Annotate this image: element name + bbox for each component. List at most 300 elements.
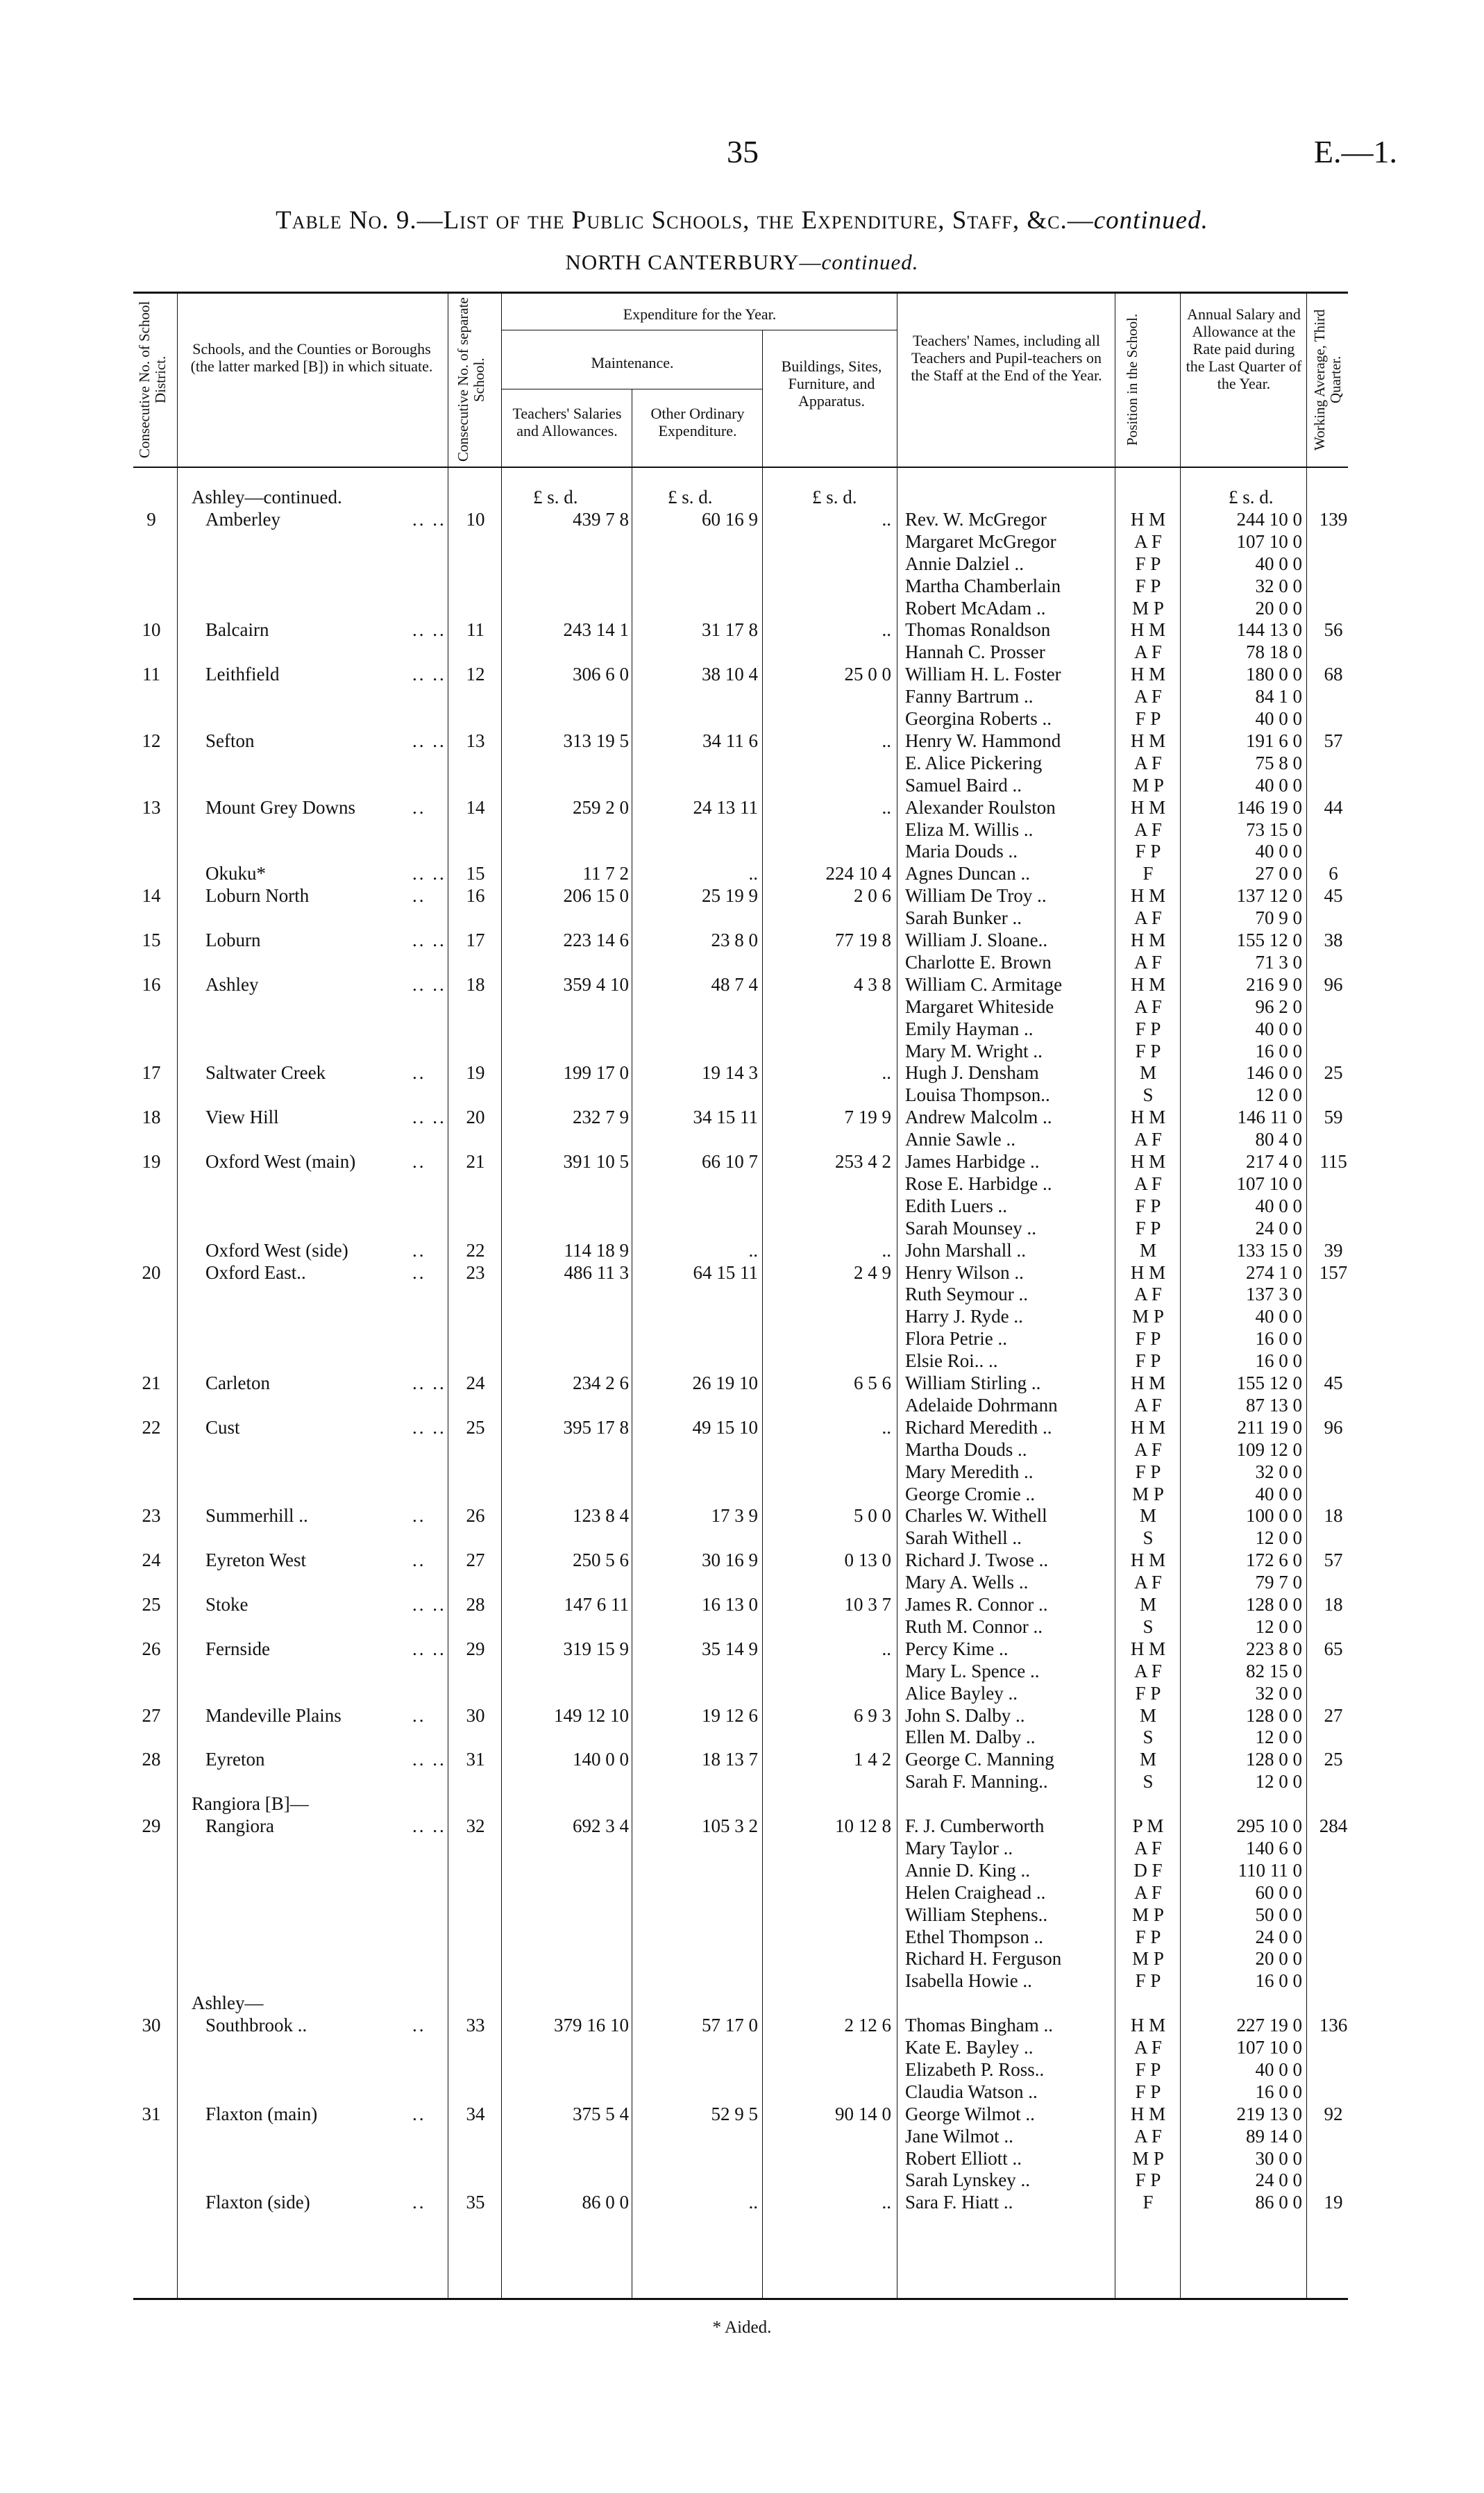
school-name: Ashley—continued.	[192, 487, 342, 507]
teacher-name: Henry Wilson ..	[905, 1261, 1024, 1283]
teacher-position: M	[1139, 1239, 1156, 1261]
table-row	[0, 597, 1484, 619]
col-divider	[1306, 294, 1307, 467]
table-row	[0, 1061, 1484, 1084]
teacher-name: Agnes Duncan ..	[905, 863, 1030, 884]
school-number: 35	[466, 2192, 485, 2213]
teacher-position: H M	[1130, 730, 1166, 751]
buildings-expenditure: ..	[882, 2192, 891, 2213]
teacher-name: James R. Connor ..	[905, 1594, 1048, 1615]
annual-salary: 244 10 0	[1236, 508, 1302, 530]
teacher-position: H M	[1130, 1107, 1166, 1128]
school-name: Flaxton (side)	[205, 2192, 310, 2213]
teacher-position: F P	[1135, 553, 1161, 574]
district-number: 20	[142, 1261, 161, 1283]
working-average: 284	[1319, 1815, 1348, 1836]
teacher-position: A F	[1134, 2037, 1162, 2058]
school-name: Leithfield	[205, 664, 280, 685]
annual-salary: 100 0 0	[1246, 1505, 1302, 1527]
buildings-expenditure: 2 4 9	[854, 1261, 891, 1283]
unit-label-buildings: £ s. d.	[812, 487, 857, 507]
table-row	[0, 1837, 1484, 1859]
annual-salary: 216 9 0	[1246, 973, 1302, 995]
table-title	[0, 205, 1484, 235]
teacher-name: George Cromie ..	[905, 1483, 1035, 1504]
teacher-position: S	[1142, 1771, 1154, 1793]
table-row	[0, 1394, 1484, 1416]
table-row	[0, 796, 1484, 819]
teachers-salaries: 439 7 8	[573, 508, 629, 530]
school-name: Mount Grey Downs	[205, 796, 355, 818]
other-expenditure: 19 12 6	[702, 1704, 758, 1726]
table-row	[0, 575, 1484, 597]
school-number: 11	[466, 619, 484, 641]
school-name: Oxford West (side)	[205, 1239, 348, 1261]
buildings-expenditure: ..	[882, 508, 891, 530]
leader-dots: .. ..	[412, 1749, 446, 1770]
teacher-name: Edith Luers ..	[905, 1195, 1007, 1216]
table-row	[0, 1504, 1484, 1527]
leader-dots: ..	[412, 885, 426, 907]
teacher-name: Rev. W. McGregor	[905, 508, 1047, 530]
teacher-name: Isabella Howie ..	[905, 1970, 1032, 1992]
teacher-name: Richard H. Ferguson	[905, 1948, 1062, 1970]
other-expenditure: 60 16 9	[702, 508, 758, 530]
district-number: 15	[142, 930, 161, 950]
teachers-salaries: 250 5 6	[573, 1550, 629, 1571]
teacher-name: Maria Douds ..	[905, 841, 1018, 862]
teacher-position: H M	[1130, 1638, 1166, 1659]
table-row	[0, 2081, 1484, 2103]
table-row	[0, 1327, 1484, 1350]
teacher-name: Ruth Seymour ..	[905, 1284, 1029, 1305]
teacher-position: H M	[1130, 1151, 1166, 1172]
leader-dots: ..	[412, 1261, 426, 1283]
annual-salary: 75 8 0	[1255, 752, 1302, 773]
teacher-name: Alexander Roulston	[905, 796, 1056, 818]
working-average: 92	[1324, 2103, 1343, 2124]
other-expenditure: 49 15 10	[692, 1416, 758, 1438]
table-row	[0, 819, 1484, 841]
annual-salary: 32 0 0	[1255, 1461, 1302, 1482]
annual-salary: 137 12 0	[1236, 885, 1302, 907]
school-name: Saltwater Creek	[205, 1062, 326, 1084]
teacher-name: William H. L. Foster	[905, 664, 1061, 685]
school-name: Eyreton	[205, 1749, 265, 1770]
leader-dots: .. ..	[412, 619, 446, 641]
teacher-position: S	[1142, 1615, 1154, 1637]
teacher-name: Thomas Ronaldson	[905, 619, 1051, 641]
unit-label-annual: £ s. d.	[1229, 487, 1274, 507]
annual-salary: 84 1 0	[1255, 686, 1302, 707]
teacher-position: H M	[1130, 2103, 1166, 2124]
annual-salary: 80 4 0	[1255, 1129, 1302, 1150]
teacher-name: Martha Chamberlain	[905, 575, 1061, 596]
teacher-name: Richard J. Twose ..	[905, 1550, 1049, 1571]
annual-salary: 40 0 0	[1255, 1306, 1302, 1327]
working-average: 19	[1324, 2192, 1343, 2213]
teacher-name: Sarah Bunker ..	[905, 907, 1022, 929]
teacher-position: D F	[1133, 1859, 1163, 1881]
table-row	[0, 508, 1484, 530]
school-number: 16	[466, 885, 485, 907]
annual-salary: 12 0 0	[1255, 1084, 1302, 1106]
teacher-position: A F	[1134, 530, 1162, 552]
table-row	[0, 1726, 1484, 1748]
teacher-position: A F	[1134, 1394, 1162, 1416]
table-row	[0, 2169, 1484, 2191]
annual-salary: 16 0 0	[1255, 1040, 1302, 1061]
district-number: 27	[142, 1704, 161, 1726]
buildings-expenditure: 2 0 6	[854, 885, 891, 907]
working-average: 18	[1324, 1505, 1343, 1527]
school-number: 31	[466, 1749, 485, 1770]
district-number: 19	[142, 1151, 161, 1172]
teacher-position: F P	[1135, 1926, 1161, 1947]
district-number: 26	[142, 1638, 161, 1659]
other-expenditure: 64 15 11	[693, 1261, 758, 1283]
school-name: Stoke	[205, 1594, 248, 1615]
annual-salary: 217 4 0	[1246, 1151, 1302, 1172]
teacher-name: Henry W. Hammond	[905, 730, 1061, 751]
school-number: 20	[466, 1107, 485, 1128]
teachers-salaries: 147 6 11	[564, 1594, 629, 1615]
teacher-position: S	[1142, 1527, 1154, 1549]
teacher-position: F P	[1135, 1970, 1161, 1992]
teacher-name: Louisa Thompson..	[905, 1084, 1050, 1106]
working-average: 139	[1319, 508, 1348, 530]
table-row	[0, 1970, 1484, 1992]
buildings-expenditure: 7 19 9	[844, 1107, 891, 1128]
other-expenditure: 38 10 4	[702, 664, 758, 685]
table-row	[0, 929, 1484, 951]
table-row	[0, 1638, 1484, 1660]
annual-salary: 146 11 0	[1237, 1107, 1302, 1128]
table-row	[0, 619, 1484, 641]
header-teacher-names: Teachers' Names, including all Teachers and Pupil-teachers on the Staff at the End of the Year.	[911, 332, 1102, 384]
other-expenditure: 52 9 5	[711, 2103, 758, 2124]
header-maintenance: Maintenance.	[591, 354, 674, 371]
leader-dots: .. ..	[412, 664, 446, 685]
teachers-salaries: 206 15 0	[563, 885, 629, 907]
district-number: 28	[142, 1749, 161, 1770]
table-row	[0, 1416, 1484, 1438]
teacher-position: H M	[1130, 664, 1166, 685]
school-name: Okuku*	[205, 863, 266, 884]
teacher-name: Margaret McGregor	[905, 530, 1056, 552]
working-average: 68	[1324, 664, 1343, 685]
table-row	[0, 1571, 1484, 1593]
table-row	[0, 1350, 1484, 1372]
teacher-position: A F	[1134, 686, 1162, 707]
teachers-salaries: 395 17 8	[563, 1416, 629, 1438]
buildings-expenditure: 1 4 2	[854, 1749, 891, 1770]
teacher-name: E. Alice Pickering	[905, 752, 1043, 773]
teachers-salaries: 359 4 10	[563, 973, 629, 995]
teacher-name: Mary M. Wright ..	[905, 1040, 1043, 1061]
teachers-salaries: 11 7 2	[582, 863, 629, 884]
other-expenditure: ..	[748, 1239, 758, 1261]
working-average: 44	[1324, 796, 1343, 818]
school-name: Ashley—	[192, 1992, 264, 2014]
annual-salary: 223 8 0	[1246, 1638, 1302, 1659]
annual-salary: 40 0 0	[1255, 708, 1302, 729]
teacher-name: Annie D. King ..	[905, 1859, 1030, 1881]
other-expenditure: 24 13 11	[693, 796, 758, 818]
school-number: 34	[466, 2103, 485, 2124]
annual-salary: 16 0 0	[1255, 2081, 1302, 2102]
col-divider	[501, 294, 502, 467]
teacher-name: Elizabeth P. Ross..	[905, 2058, 1045, 2080]
table-row	[0, 1881, 1484, 1904]
table-row	[0, 1018, 1484, 1040]
annual-salary: 137 3 0	[1246, 1284, 1302, 1305]
school-number: 33	[466, 2015, 485, 2036]
teacher-name: Kate E. Bayley ..	[905, 2037, 1034, 2058]
annual-salary: 219 13 0	[1236, 2103, 1302, 2124]
annual-salary: 107 10 0	[1236, 2037, 1302, 2058]
table-row	[0, 1461, 1484, 1483]
table-row	[0, 1527, 1484, 1549]
teacher-name: Harry J. Ryde ..	[905, 1306, 1023, 1327]
table-row	[0, 1660, 1484, 1682]
other-expenditure: 57 17 0	[702, 2015, 758, 2036]
working-average: 6	[1329, 863, 1338, 884]
district-number: 16	[142, 973, 161, 995]
header-consec-district: Consecutive No. of School District.	[136, 301, 169, 459]
teacher-position: M P	[1132, 1306, 1164, 1327]
table-row	[0, 1682, 1484, 1704]
table-top-rule	[133, 292, 1348, 294]
teachers-salaries: 114 18 9	[564, 1239, 629, 1261]
table-row	[0, 641, 1484, 663]
working-average: 57	[1324, 1550, 1343, 1571]
working-average: 45	[1324, 1373, 1343, 1393]
teacher-position: A F	[1134, 1173, 1162, 1194]
annual-salary: 87 13 0	[1246, 1394, 1302, 1416]
teacher-position: F P	[1135, 1328, 1161, 1350]
leader-dots: ..	[412, 1550, 426, 1571]
teachers-salaries: 199 17 0	[563, 1062, 629, 1084]
teacher-position: H M	[1130, 796, 1166, 818]
table-row	[0, 530, 1484, 553]
leader-dots: ..	[412, 2192, 426, 2213]
teacher-position: M P	[1132, 2147, 1164, 2169]
teacher-name: Martha Douds ..	[905, 1438, 1027, 1460]
leader-dots: .. ..	[412, 1638, 446, 1659]
table-row	[0, 1904, 1484, 1926]
district-number: 17	[142, 1062, 161, 1084]
school-number: 13	[466, 730, 485, 751]
teachers-salaries: 149 12 10	[554, 1704, 629, 1726]
teacher-position: H M	[1130, 508, 1166, 530]
teacher-name: Margaret Whiteside	[905, 996, 1054, 1017]
table-row	[0, 1305, 1484, 1327]
teacher-name: Mary Taylor ..	[905, 1837, 1013, 1858]
teacher-position: F P	[1135, 2058, 1161, 2080]
teacher-name: Robert McAdam ..	[905, 597, 1046, 619]
leader-dots: ..	[412, 1704, 426, 1726]
other-expenditure: 30 16 9	[702, 1550, 758, 1571]
annual-salary: 40 0 0	[1255, 774, 1302, 796]
table-row	[0, 951, 1484, 973]
region-name: NORTH CANTERBURY—	[565, 250, 822, 274]
teacher-name: William Stirling ..	[905, 1373, 1041, 1393]
teacher-position: H M	[1130, 885, 1166, 907]
teacher-position: H M	[1130, 1416, 1166, 1438]
teacher-position: F P	[1135, 1350, 1161, 1372]
buildings-expenditure: ..	[882, 619, 891, 641]
teacher-position: F P	[1135, 1018, 1161, 1039]
unit-label-salaries: £ s. d.	[533, 487, 578, 507]
header-working-average: Working Average, Third Quarter.	[1311, 309, 1344, 451]
table-row	[0, 1615, 1484, 1638]
table-row	[0, 1593, 1484, 1615]
district-number: 23	[142, 1505, 161, 1527]
teacher-position: S	[1142, 1084, 1154, 1106]
school-name: Mandeville Plains	[205, 1704, 342, 1726]
school-number: 24	[466, 1373, 485, 1393]
teacher-position: A F	[1134, 1129, 1162, 1150]
district-number: 13	[142, 796, 161, 818]
table-row	[0, 1704, 1484, 1727]
table-bottom-rule	[133, 2298, 1348, 2300]
teacher-name: James Harbidge ..	[905, 1151, 1040, 1172]
annual-salary: 146 0 0	[1246, 1062, 1302, 1084]
teachers-salaries: 486 11 3	[564, 1261, 629, 1283]
annual-salary: 78 18 0	[1246, 641, 1302, 663]
teachers-salaries: 243 14 1	[563, 619, 629, 641]
teacher-position: M	[1139, 1704, 1156, 1726]
annual-salary: 24 0 0	[1255, 2169, 1302, 2191]
district-number: 11	[142, 664, 160, 685]
teacher-position: P M	[1132, 1815, 1164, 1836]
table-row	[0, 1372, 1484, 1394]
school-name: Balcairn	[205, 619, 269, 641]
annual-salary: 180 0 0	[1246, 664, 1302, 685]
annual-salary: 107 10 0	[1236, 1173, 1302, 1194]
annual-salary: 40 0 0	[1255, 841, 1302, 862]
teacher-name: Jane Wilmot ..	[905, 2125, 1013, 2147]
teacher-name: Ruth M. Connor ..	[905, 1615, 1043, 1637]
table-row	[0, 1283, 1484, 1305]
teacher-position: H M	[1130, 619, 1166, 641]
teacher-name: Fanny Bartrum ..	[905, 686, 1034, 707]
teacher-name: Mary Meredith ..	[905, 1461, 1034, 1482]
annual-salary: 12 0 0	[1255, 1727, 1302, 1748]
buildings-expenditure: ..	[882, 1638, 891, 1659]
other-expenditure: 16 13 0	[702, 1594, 758, 1615]
teacher-position: F P	[1135, 1195, 1161, 1216]
annual-salary: 172 6 0	[1246, 1550, 1302, 1571]
buildings-expenditure: ..	[882, 796, 891, 818]
teacher-position: F	[1142, 2192, 1154, 2213]
table-row	[0, 1217, 1484, 1239]
buildings-expenditure: 77 19 8	[835, 930, 891, 950]
teacher-position: F P	[1135, 1461, 1161, 1482]
teacher-position: F P	[1135, 1682, 1161, 1704]
teacher-position: F P	[1135, 708, 1161, 729]
school-number: 23	[466, 1261, 485, 1283]
teacher-position: A F	[1134, 951, 1162, 973]
table-row	[0, 1106, 1484, 1128]
teacher-position: A F	[1134, 1881, 1162, 1903]
teachers-salaries: 86 0 0	[582, 2192, 629, 2213]
teacher-name: Ethel Thompson ..	[905, 1926, 1043, 1947]
district-number: 24	[142, 1550, 161, 1571]
school-name: Oxford East..	[205, 1261, 306, 1283]
teachers-salaries: 140 0 0	[573, 1749, 629, 1770]
table-row	[0, 2058, 1484, 2081]
annual-salary: 24 0 0	[1255, 1926, 1302, 1947]
table-row	[0, 1173, 1484, 1195]
teacher-position: A F	[1134, 907, 1162, 929]
header-schools: Schools, and the Counties or Boroughs (the latter marked [B]) in which situate.	[190, 340, 433, 375]
col-divider	[762, 330, 763, 467]
school-name: Loburn	[205, 930, 261, 950]
header-teachers-salaries: Teachers' Salaries and Allowances.	[512, 405, 622, 439]
table-row	[0, 663, 1484, 685]
teachers-salaries: 234 2 6	[573, 1373, 629, 1393]
leader-dots: .. ..	[412, 1594, 446, 1615]
other-expenditure: 17 3 9	[711, 1505, 758, 1527]
district-number: 9	[146, 508, 156, 530]
unit-label-other: £ s. d.	[668, 487, 713, 507]
teacher-name: Sarah F. Manning..	[905, 1771, 1048, 1793]
school-number: 25	[466, 1416, 485, 1438]
district-number: 14	[142, 885, 161, 907]
school-number: 12	[466, 664, 485, 685]
buildings-expenditure: ..	[882, 1062, 891, 1084]
annual-salary: 109 12 0	[1236, 1438, 1302, 1460]
table-title-main: List of the Public Schools, the Expenditure, Staff, &c.—	[443, 206, 1094, 235]
annual-salary: 71 3 0	[1255, 951, 1302, 973]
other-expenditure: 34 11 6	[702, 730, 758, 751]
district-number: 31	[142, 2103, 161, 2124]
annual-salary: 79 7 0	[1255, 1572, 1302, 1593]
table-row	[0, 1748, 1484, 1770]
header-annual-salary: Annual Salary and Allowance at the Rate paid during the Last Quarter of the Year.	[1186, 305, 1302, 392]
teacher-name: Samuel Baird ..	[905, 774, 1022, 796]
teacher-name: Richard Meredith ..	[905, 1416, 1052, 1438]
school-name: Summerhill ..	[205, 1505, 308, 1527]
teacher-name: Robert Elliott ..	[905, 2147, 1022, 2169]
annual-salary: 20 0 0	[1255, 597, 1302, 619]
table-row	[0, 553, 1484, 575]
teacher-position: H M	[1130, 973, 1166, 995]
teacher-position: H M	[1130, 2015, 1166, 2036]
working-average: 45	[1324, 885, 1343, 907]
annual-salary: 32 0 0	[1255, 1682, 1302, 1704]
teacher-name: George C. Manning	[905, 1749, 1054, 1770]
teachers-salaries: 379 16 10	[554, 2015, 629, 2036]
teacher-name: Charles W. Withell	[905, 1505, 1047, 1527]
header-expenditure: Expenditure for the Year.	[623, 305, 777, 323]
teacher-position: M	[1139, 1505, 1156, 1527]
other-expenditure: 25 19 9	[702, 885, 758, 907]
teacher-position: H M	[1130, 930, 1166, 950]
teacher-position: M P	[1132, 774, 1164, 796]
buildings-expenditure: 2 12 6	[844, 2015, 891, 2036]
header-position: Position in the School.	[1124, 313, 1140, 446]
buildings-expenditure: 224 10 4	[825, 863, 891, 884]
header-buildings: Buildings, Sites, Furniture, and Apparatus.	[781, 358, 882, 410]
annual-salary: 227 19 0	[1236, 2015, 1302, 2036]
district-number: 21	[142, 1373, 161, 1393]
table-row	[0, 1438, 1484, 1461]
teacher-name: John S. Dalby ..	[905, 1704, 1025, 1726]
annual-salary: 82 15 0	[1246, 1660, 1302, 1681]
